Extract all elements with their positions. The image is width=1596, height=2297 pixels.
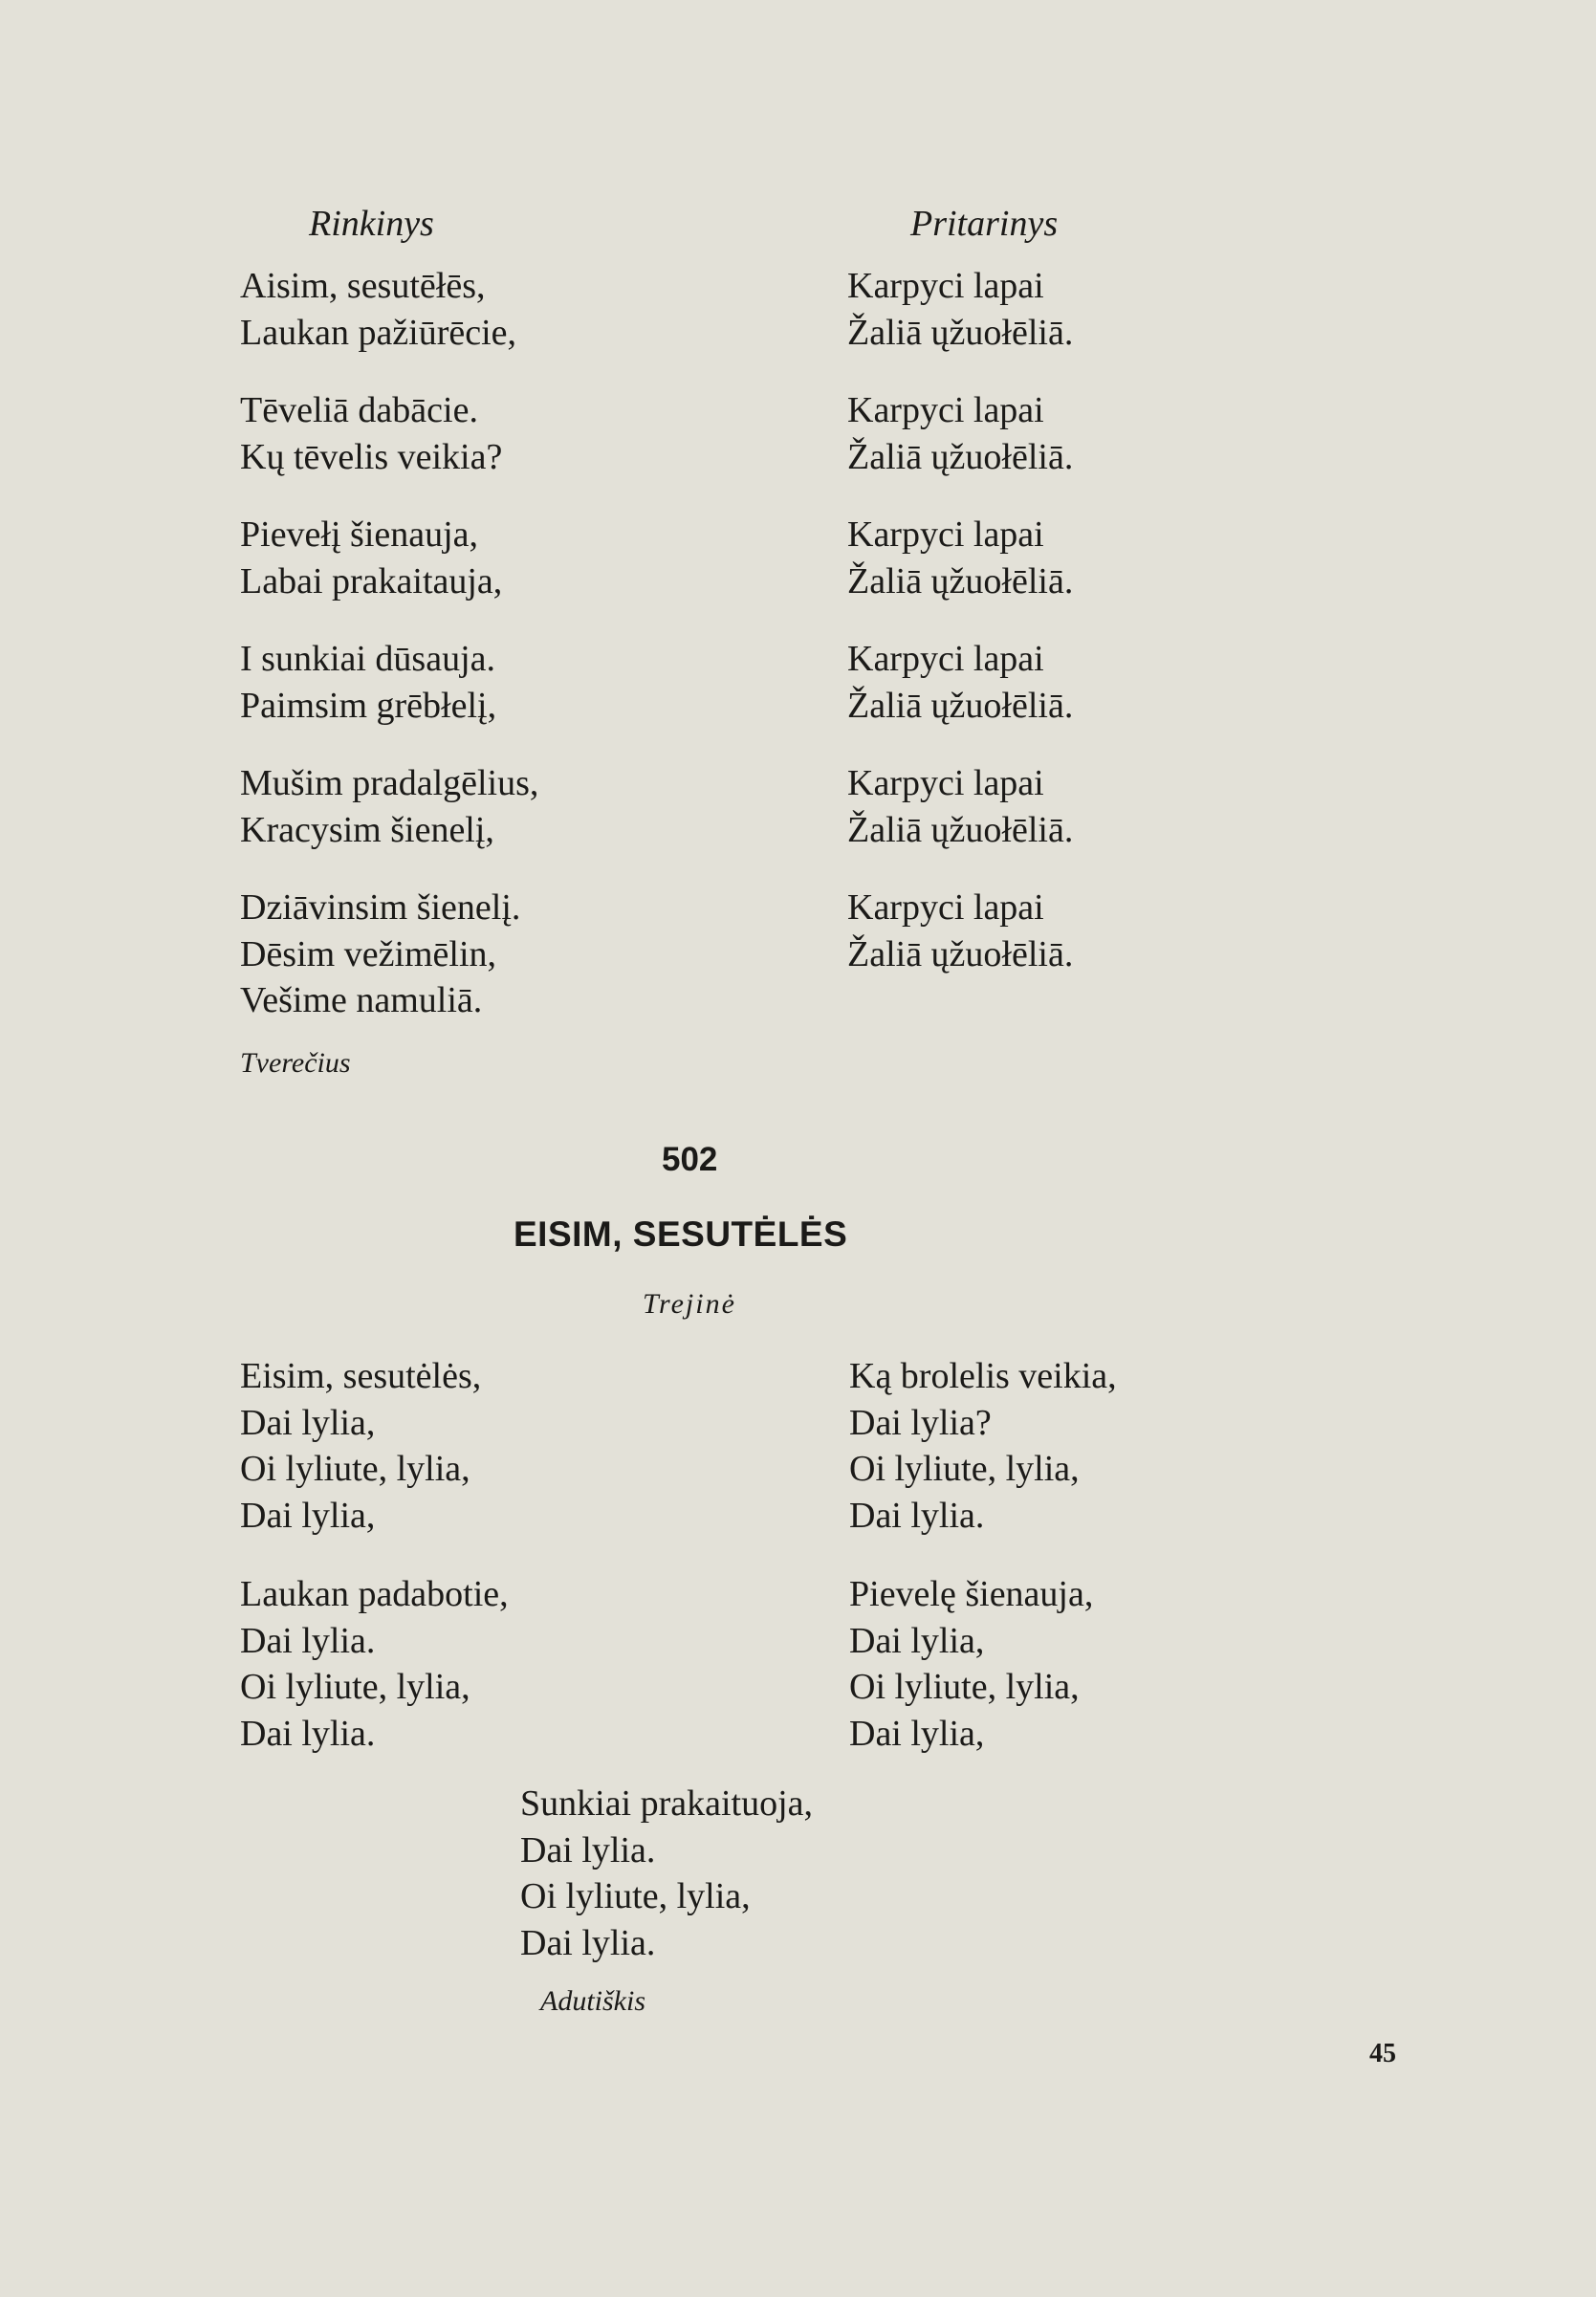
verse-line: Oi lyliute, lylia, <box>849 1449 1080 1489</box>
verse-line: Laukan padabotie, <box>240 1574 509 1614</box>
verse-line: I sunkiai dūsauja. <box>240 639 496 679</box>
verse-line: Karpyci lapai <box>847 390 1044 430</box>
verse-line: Pievelę šienauja, <box>849 1574 1094 1614</box>
verse-line: Vešime namuliā. <box>240 980 483 1020</box>
verse-line: Dai lylia? <box>849 1402 992 1443</box>
stanza <box>847 636 1073 729</box>
stanza <box>847 387 1073 480</box>
verse-line: Karpyci lapai <box>847 639 1044 679</box>
verse-line: Karpyci lapai <box>847 514 1044 555</box>
verse-line: Žaliā ųžuołēliā. <box>847 436 1074 477</box>
stanza <box>847 885 1073 977</box>
left-column-header: Rinkinys <box>309 204 434 244</box>
stanza <box>849 1571 1093 1757</box>
verse-line: Oi lyliute, lylia, <box>520 1876 751 1916</box>
verse-line: Oi lyliute, lylia, <box>849 1667 1080 1707</box>
verse-line: Dai lylia. <box>520 1829 656 1870</box>
stanza <box>240 1571 509 1757</box>
song-number: 502 <box>662 1141 718 1178</box>
verse-line: Karpyci lapai <box>847 763 1044 803</box>
verse-line: Dēsim vežimēlin, <box>240 933 497 974</box>
verse-line: Karpyci lapai <box>847 887 1044 928</box>
verse-line: Oi lyliute, lylia, <box>240 1667 470 1707</box>
stanza <box>847 760 1073 853</box>
verse-line: Laukan pažiūrēcie, <box>240 312 517 353</box>
verse-line: Kracysim šienelį, <box>240 809 494 850</box>
song-subtitle: Trejinė <box>643 1288 736 1320</box>
verse-line: Ką brolelis veikia, <box>849 1356 1117 1396</box>
verse-line: Žaliā ųžuołēliā. <box>847 933 1074 974</box>
verse-line: Oi lyliute, lylia, <box>240 1449 470 1489</box>
stanza <box>240 263 516 356</box>
verse-line: Dai lylia, <box>849 1713 985 1754</box>
stanza <box>240 760 538 853</box>
page-number: 45 <box>1369 2039 1396 2068</box>
verse-line: Dai lylia, <box>240 1495 376 1536</box>
verse-line: Dai lylia, <box>849 1620 985 1661</box>
verse-line: Mušim pradalgēlius, <box>240 763 539 803</box>
verse-line: Dai lylia. <box>520 1922 656 1963</box>
verse-line: Tēveliā dabācie. <box>240 390 478 430</box>
verse-line: Sunkiai prakaituoja, <box>520 1783 814 1824</box>
verse-line: Žaliā ųžuołēliā. <box>847 809 1074 850</box>
stanza <box>240 885 520 1024</box>
song-501-attribution: Tverečius <box>240 1047 351 1079</box>
verse-line: Dai lylia. <box>240 1620 376 1661</box>
verse-line: Dai lylia. <box>849 1495 985 1536</box>
right-column-header: Pritarinys <box>910 204 1059 244</box>
verse-line: Paimsim grēbłelį, <box>240 685 497 726</box>
stanza <box>240 387 502 480</box>
verse-line: Pievełį šienauja, <box>240 514 479 555</box>
verse-line: Karpyci lapai <box>847 266 1044 306</box>
verse-line: Eisim, sesutėlės, <box>240 1356 482 1396</box>
verse-line: Žaliā ųžuołēliā. <box>847 312 1074 353</box>
center-stanza <box>520 1781 813 1966</box>
verse-line: Aisim, sesutēłēs, <box>240 266 486 306</box>
stanza <box>240 512 502 604</box>
song-title: EISIM, SESUTĖLĖS <box>514 1214 848 1254</box>
verse-line: Kų tēvelis veikia? <box>240 436 503 477</box>
stanza <box>849 1353 1117 1539</box>
stanza <box>847 512 1073 604</box>
verse-line: Žaliā ųžuołēliā. <box>847 685 1074 726</box>
verse-line: Žaliā ųžuołēliā. <box>847 560 1074 602</box>
stanza <box>847 263 1073 356</box>
verse-line: Labai prakaitauja, <box>240 560 503 602</box>
song-502-attribution: Adutiškis <box>540 1985 645 2017</box>
verse-line: Dziāvinsim šienelį. <box>240 887 521 928</box>
verse-line: Dai lylia, <box>240 1402 376 1443</box>
stanza <box>240 1353 481 1539</box>
verse-line: Dai lylia. <box>240 1713 376 1754</box>
stanza <box>240 636 496 729</box>
